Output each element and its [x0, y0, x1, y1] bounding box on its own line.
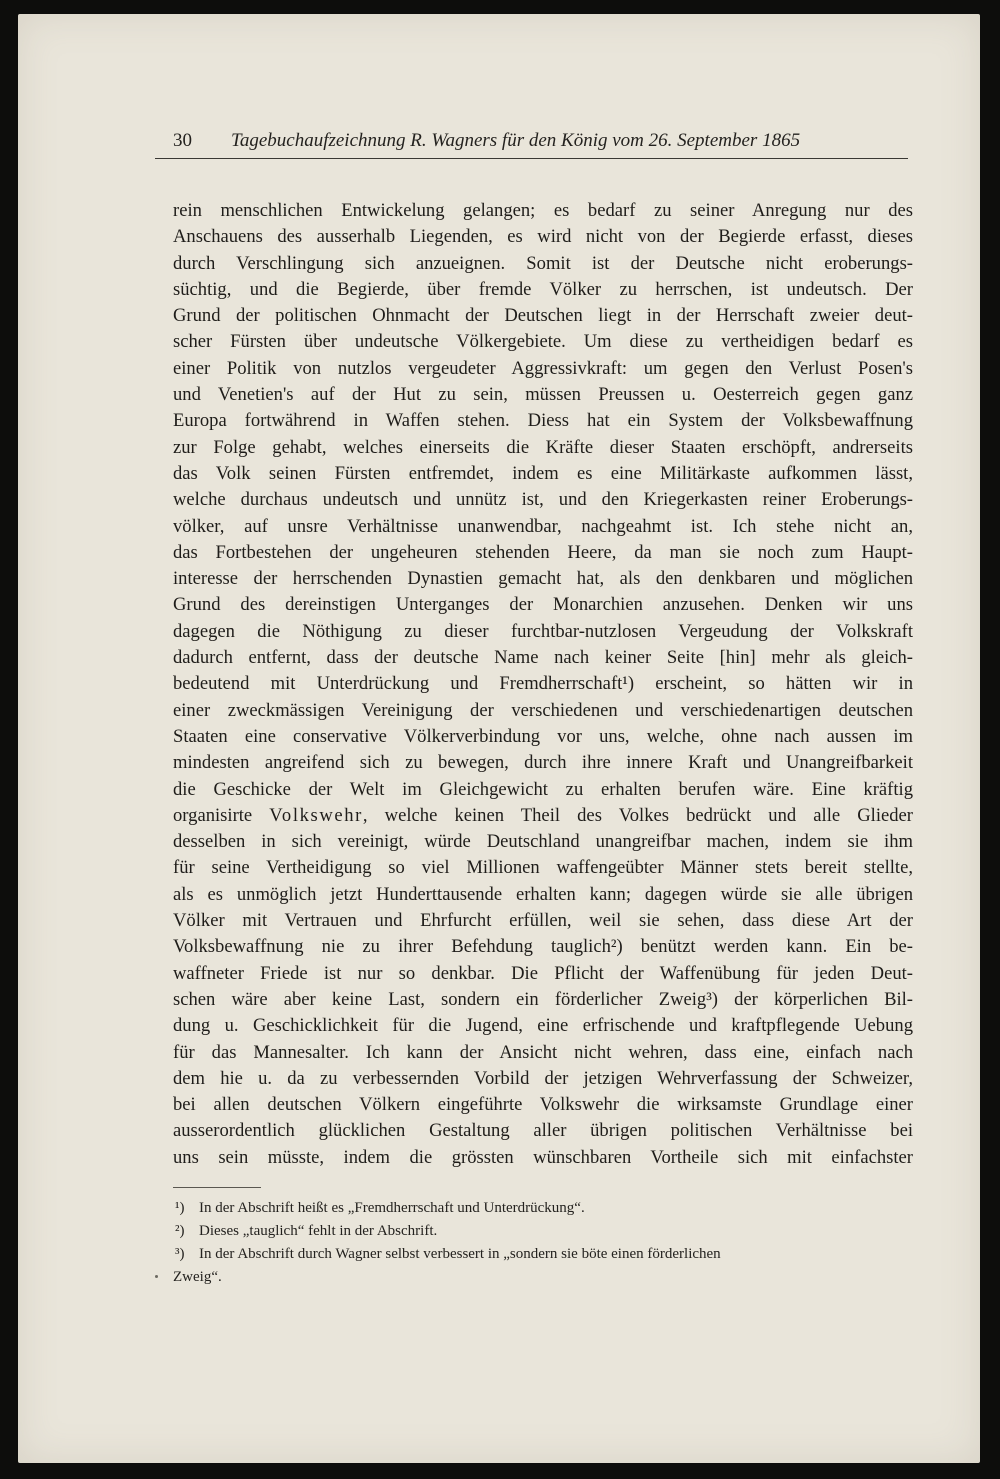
footnote-marker: ²)	[175, 1223, 185, 1239]
text-line: desselben in sich vereinigt, würde Deutschland unangreifbar machen, indem sie ihm	[173, 831, 913, 853]
text-line: dung u. Geschicklichkeit für die Jugend, eine erfrischende und kraftpflegende Uebung	[173, 1015, 913, 1037]
text-line: und Venetien's auf der Hut zu sein, müssen Preussen u. Oesterreich gegen ganz	[173, 384, 913, 406]
text-line: Völker mit Vertrauen und Ehrfurcht erfüllen, weil sie sehen, dass diese Art der	[173, 910, 913, 932]
text-line: für seine Vertheidigung so viel Millionen waffengeübter Männer stets bereit stellte,	[173, 857, 913, 879]
text-line: völker, auf unsre Verhältnisse unanwendbar, nachgeahmt ist. Ich stehe nicht an,	[173, 515, 913, 537]
paper-speck	[155, 1275, 158, 1278]
footnote-text: In der Abschrift heißt es „Fremdherrschaft und Unterdrückung“.	[199, 1200, 585, 1216]
text-line: interesse der herrschenden Dynastien gemacht hat, als den denkbaren und möglichen	[173, 568, 913, 590]
text-line: einer zweckmässigen Vereinigung der verschiedenen und verschiedenartigen deutschen	[173, 699, 913, 721]
text-line: Staaten eine conservative Völkerverbindung vor uns, welche, ohne nach aussen im	[173, 725, 913, 747]
text-line: uns sein müsste, indem die grössten wünschbaren Vortheile sich mit einfachster	[173, 1146, 913, 1168]
footnote-marker: ¹)	[175, 1200, 185, 1216]
footnote	[173, 1197, 913, 1220]
footnotes	[173, 1197, 913, 1289]
emphasized-word: Volkswehr	[269, 804, 363, 826]
page-number: 30	[173, 130, 192, 151]
text-line: die Geschicke der Welt im Gleichgewicht zu erhalten berufen wäre. Eine kräftig	[173, 778, 913, 800]
text-line: dagegen die Nöthigung zu dieser furchtbar-nutzlosen Vergeudung der Volkskraft	[173, 620, 913, 642]
text-line: scher Fürsten über undeutsche Völkergebiete. Um diese zu vertheidigen bedarf es	[173, 331, 913, 353]
text-line: zur Folge gehabt, welches einerseits die Kräfte dieser Staaten erschöpft, andrerseits	[173, 436, 913, 458]
text-line: ausserordentlich glücklichen Gestaltung aller übrigen politischen Verhältnisse bei	[173, 1120, 913, 1142]
text-line: dadurch entfernt, dass der deutsche Name nach keiner Seite [hin] mehr als gleich-	[173, 647, 913, 669]
text-line: Grund des dereinstigen Unterganges der Monarchien anzusehen. Denken wir uns	[173, 594, 913, 616]
text-line: einer Politik von nutzlos vergeudeter Aggressivkraft: um gegen den Verlust Posen's	[173, 357, 913, 379]
footnote-rule	[173, 1187, 261, 1188]
text-line: Europa fortwährend in Waffen stehen. Diess hat ein System der Volksbewaffnung	[173, 410, 913, 432]
footnote-text: In der Abschrift durch Wagner selbst verbessert in „sondern sie böte einen förderlichen	[199, 1246, 721, 1262]
page-header	[155, 128, 908, 159]
text-line: für das Mannesalter. Ich kann der Ansicht nicht wehren, dass eine, einfach nach	[173, 1041, 913, 1063]
text-line: mindesten angreifend sich zu bewegen, durch ihre innere Kraft und Unangreifbarkeit	[173, 752, 913, 774]
text-line: Grund der politischen Ohnmacht der Deutschen liegt in der Herrschaft zweier deut-	[173, 305, 913, 327]
text-line: Anschauens des ausserhalb Liegenden, es wird nicht von der Begierde erfasst, dieses	[173, 226, 913, 248]
footnote-text: Dieses „tauglich“ fehlt in der Abschrift.	[199, 1223, 438, 1239]
text-line: als es unmöglich jetzt Hunderttausende erhalten kann; dagegen würde sie alle übrigen	[173, 883, 913, 905]
text-line: das Volk seinen Fürsten entfremdet, indem es eine Militärkaste aufkommen lässt,	[173, 462, 913, 484]
body-text	[173, 198, 913, 1171]
text-line: durch Verschlingung sich anzueignen. Somit ist der Deutsche nicht eroberungs-	[173, 252, 913, 274]
footnote-text: Zweig“.	[173, 1269, 222, 1285]
footnote-marker: ³)	[175, 1246, 185, 1262]
text-line: süchtig, und die Begierde, über fremde Völker zu herrschen, ist undeutsch. Der	[173, 278, 913, 300]
text-line: das Fortbestehen der ungeheuren stehenden Heere, da man sie noch zum Haupt-	[173, 541, 913, 563]
text-line: Volksbewaffnung nie zu ihrer Befehdung tauglich²) benützt werden kann. Ein be-	[173, 936, 913, 958]
footnote-continuation	[173, 1266, 913, 1289]
text-line: rein menschlichen Entwickelung gelangen; es bedarf zu seiner Anregung nur des	[173, 200, 913, 221]
text-line: bei allen deutschen Völkern eingeführte Volkswehr die wirksamste Grundlage einer	[173, 1094, 913, 1116]
text-line: welche durchaus undeutsch und unnütz ist, und den Kriegerkasten reiner Eroberungs-	[173, 489, 913, 511]
text-line: schen wäre aber keine Last, sondern ein förderlicher Zweig³) der körperlichen Bil-	[173, 988, 913, 1010]
text-line: organisirte Volkswehr, welche keinen Theil des Volkes bedrückt und alle Glieder	[173, 804, 913, 826]
footnote	[173, 1243, 913, 1266]
text-line: bedeutend mit Unterdrückung und Fremdherrschaft¹) erscheint, so hätten wir in	[173, 673, 913, 695]
text-line: dem hie u. da zu verbessernden Vorbild der jetzigen Wehrverfassung der Schweizer,	[173, 1067, 913, 1089]
running-title: Tagebuchaufzeichnung R. Wagners für den König vom 26. September 1865	[231, 130, 801, 151]
footnote	[173, 1220, 913, 1243]
text-line: waffneter Friede ist nur so denkbar. Die Pflicht der Waffenübung für jeden Deut-	[173, 962, 913, 984]
